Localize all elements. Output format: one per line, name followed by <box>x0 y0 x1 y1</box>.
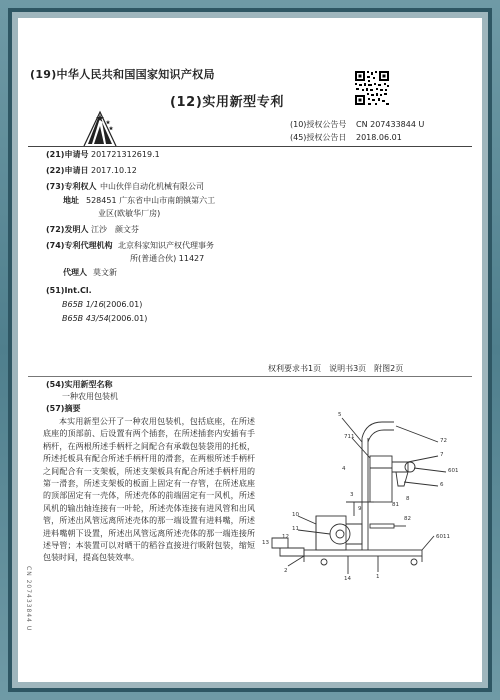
document-type: (12)实用新型专利 <box>170 95 284 110</box>
address-label: 地址 <box>63 196 79 205</box>
header-divider <box>28 146 472 147</box>
svg-text:2: 2 <box>284 568 288 574</box>
publication-number: CN 207433844 U <box>356 120 425 129</box>
svg-text:12: 12 <box>282 534 289 540</box>
address-line-1: 528451 广东省中山市南朗镇第六工 <box>86 196 216 205</box>
svg-text:82: 82 <box>404 516 411 522</box>
svg-text:711: 711 <box>344 434 355 440</box>
svg-text:72: 72 <box>440 438 447 444</box>
publication-date: 2018.06.01 <box>356 133 402 142</box>
publication-date-label: (45)授权公告日 <box>290 133 347 142</box>
ipc-code-1: B65B 1/16 <box>62 300 104 309</box>
application-number-label: (21)申请号 <box>46 150 89 159</box>
title-label: (54)实用新型名称 <box>46 380 113 389</box>
svg-text:9: 9 <box>358 506 362 512</box>
abstract-divider <box>28 376 472 377</box>
agency-line-2: 所(普通合伙) 11427 <box>130 254 205 263</box>
utility-model-title: 一种农用包装机 <box>62 392 118 401</box>
svg-text:10: 10 <box>292 512 299 518</box>
inventors: 江沙 颜文芬 <box>91 225 139 234</box>
agent-label: 代理人 <box>63 268 87 277</box>
agency-label: (74)专利代理机构 <box>46 241 113 250</box>
abstract-label: (57)摘要 <box>46 404 81 413</box>
patentee-label: (73)专利权人 <box>46 182 97 191</box>
svg-text:4: 4 <box>342 466 346 472</box>
svg-text:14: 14 <box>344 576 351 582</box>
ipc-version-2: (2006.01) <box>108 314 148 323</box>
page-info: 权利要求书1页 说明书3页 附图2页 <box>268 364 404 373</box>
svg-text:6: 6 <box>440 482 444 488</box>
ipc-version-1: (2006.01) <box>103 300 143 309</box>
svg-text:1: 1 <box>376 574 380 580</box>
address-line-2: 业区(欧敏华厂房) <box>98 209 161 218</box>
patentee: 中山伙伴自动化机械有限公司 <box>100 182 204 191</box>
application-date-label: (22)申请日 <box>46 166 89 175</box>
svg-text:13: 13 <box>262 540 269 546</box>
svg-text:8: 8 <box>406 496 410 502</box>
application-date: 2017.10.12 <box>91 166 137 175</box>
svg-text:3: 3 <box>350 492 354 498</box>
application-number: 201721312619.1 <box>91 150 160 159</box>
svg-text:81: 81 <box>392 502 399 508</box>
ipc-code-2: B65B 43/54 <box>62 314 109 323</box>
svg-text:11: 11 <box>292 526 299 532</box>
patent-page <box>18 18 482 682</box>
publication-number-label: (10)授权公告号 <box>290 120 347 129</box>
agent: 莫文新 <box>93 268 117 277</box>
svg-text:6011: 6011 <box>436 534 450 540</box>
qr-code <box>354 70 390 106</box>
ipc-label: (51)Int.Cl. <box>46 286 92 295</box>
svg-text:601: 601 <box>448 468 459 474</box>
abstract-text: 本实用新型公开了一种农用包装机，包括底座，在所述底座的顶部前、后设置有两个插套，在所述插套内安插有手柄杆，在两根所述手柄杆之间配合有承载包装袋用的托板，所述托板具有配合所述手柄杆用的滑套，在两根所述手柄杆之间配合有一支架板，所述支架板具有配合所述手柄杆用的第一滑套，所述支架板的板面上固定有一存管，在所述底座的顶部固定有一壳体，所述壳体的前端固定有一风机，所述风机的输出轴连接有一叶轮，所述壳体连接有进风管和出风管，所述出风管远离所述壳体的那一端设置有进料嘴，所述进料嘴朝下设置，所述出风管远离所述壳体的那一端连接所述导管；本装置可以对晒干的稻谷直接进行吸附包装，缩短包装时间，提高包装效率。 <box>43 417 255 563</box>
svg-text:5: 5 <box>338 412 342 418</box>
abstract-drawing <box>258 398 482 588</box>
agency-line-1: 北京科家知识产权代理事务 <box>118 241 214 250</box>
inventor-label: (72)发明人 <box>46 225 89 234</box>
office-name: (19)中华人民共和国国家知识产权局 <box>30 68 215 81</box>
svg-text:7: 7 <box>440 452 444 458</box>
side-publication-code: CN 207433844 U <box>25 566 32 632</box>
